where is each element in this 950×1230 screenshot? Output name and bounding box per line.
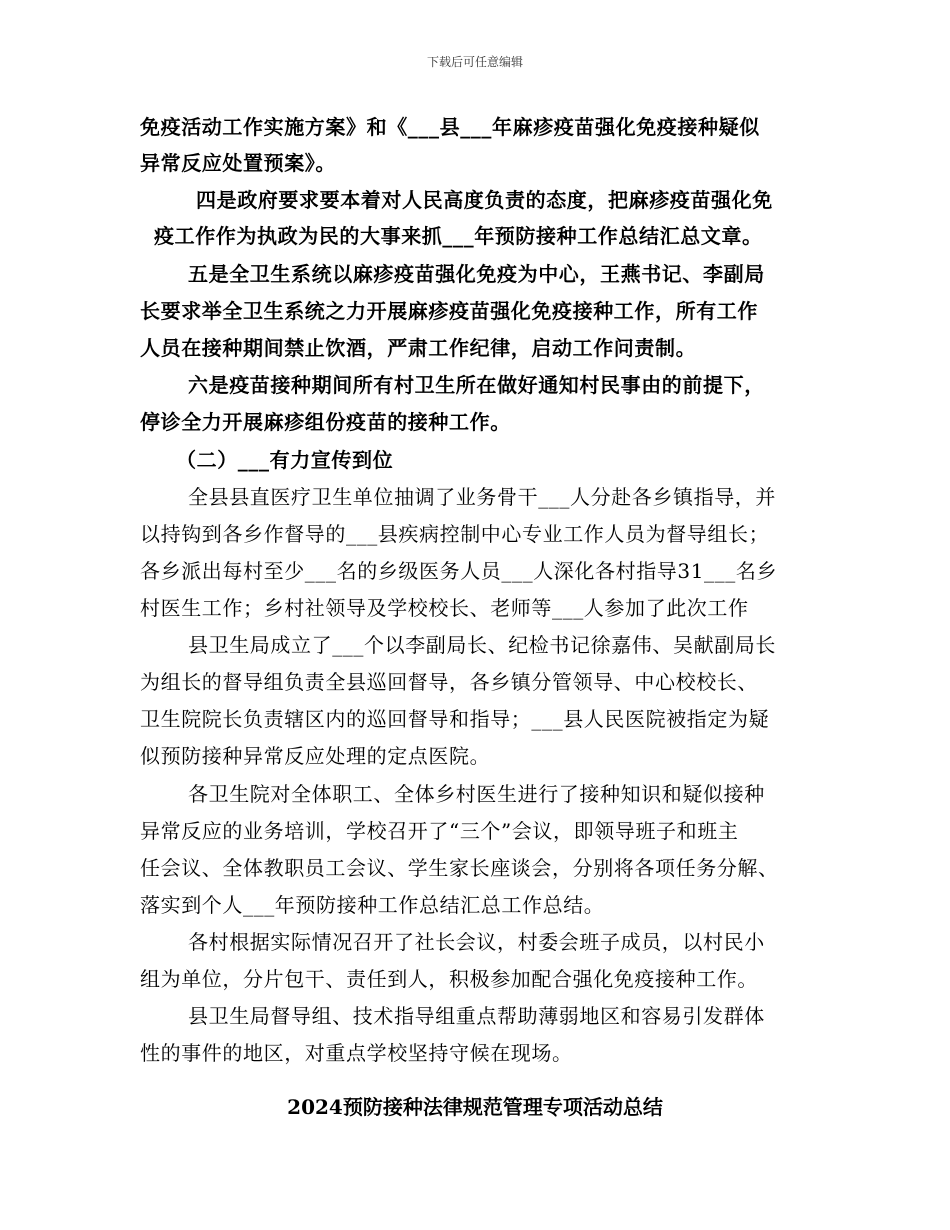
text-line: 异常反应处置预案》。 — [140, 151, 336, 175]
text-line: 各卫生院对全体职工、全体乡村医生进行了接种知识和疑似接种 — [188, 782, 765, 806]
section-heading: （二）___有力宣传到位 — [176, 448, 394, 472]
text-line: 各乡派出每村至少___名的乡级医务人员___人深化各村指导31___名乡 — [140, 559, 778, 583]
text-line: 组为单位，分片包干、责任到人，积极参加配合强化免疫接种工作。 — [140, 967, 758, 991]
text-line: 疫工作作为执政为民的大事来抓___年预防接种工作总结汇总文章。 — [154, 224, 763, 248]
text-line: 县卫生局督导组、技术指导组重点帮助薄弱地区和容易引发群体 — [188, 1004, 765, 1028]
text-line: 落实到个人___年预防接种工作总结汇总工作总结。 — [140, 893, 605, 917]
text-line: 性的事件的地区，对重点学校坚持守候在现场。 — [140, 1041, 573, 1065]
text-line: 县卫生局成立了___个以李副局长、纪检书记徐嘉伟、吴献副局长 — [188, 633, 776, 657]
text-line: 长要求举全卫生系统之力开展麻疹疫苗强化免疫接种工作，所有工作 — [140, 299, 758, 323]
text-line: 全县县直医疗卫生单位抽调了业务骨干___人分赴各乡镇指导，并 — [188, 485, 776, 509]
text-line: 六是疫苗接种期间所有村卫生所在做好通知村民事由的前提下， — [188, 373, 765, 397]
text-line: 为组长的督导组负责全县巡回督导，各乡镇分管领导、中心校校长、 — [140, 670, 758, 694]
text-line: 似预防接种异常反应处理的定点医院。 — [140, 744, 491, 768]
text-line: 免疫活动工作实施方案》和《___县___年麻疹疫苗强化免疫接种疑似 — [140, 115, 760, 139]
text-line: 异常反应的业务培训，学校召开了“三个”会议，即领导班子和班主 — [140, 819, 739, 843]
text-line: 五是全卫生系统以麻疹疫苗强化免疫为中心，王燕书记、李副局 — [188, 262, 765, 286]
text-line: 各村根据实际情况召开了社长会议，村委会班子成员，以村民小 — [188, 930, 765, 954]
text-line: 村医生工作；乡村社领导及学校校长、老师等___人参加了此次工作 — [140, 596, 749, 620]
text-line: 人员在接种期间禁止饮酒，严肃工作纪律，启动工作问责制。 — [140, 336, 697, 360]
section-title: 2024预防接种法律规范管理专项活动总结 — [287, 1095, 663, 1119]
page-header: 下载后可任意编辑 — [426, 55, 523, 69]
text-line: 任会议、全体教职员工会议、学生家长座谈会，分别将各项任务分解、 — [140, 856, 779, 880]
text-line: 四是政府要求要本着对人民高度负责的态度，把麻疹疫苗强化免 — [196, 188, 773, 212]
text-line: 停诊全力开展麻疹组份疫苗的接种工作。 — [140, 410, 511, 434]
text-line: 卫生院院长负责辖区内的巡回督导和指导；___县人民医院被指定为疑 — [140, 707, 770, 731]
text-line: 以持钩到各乡作督导的___县疾病控制中心专业工作人员为督导组长； — [140, 522, 770, 546]
